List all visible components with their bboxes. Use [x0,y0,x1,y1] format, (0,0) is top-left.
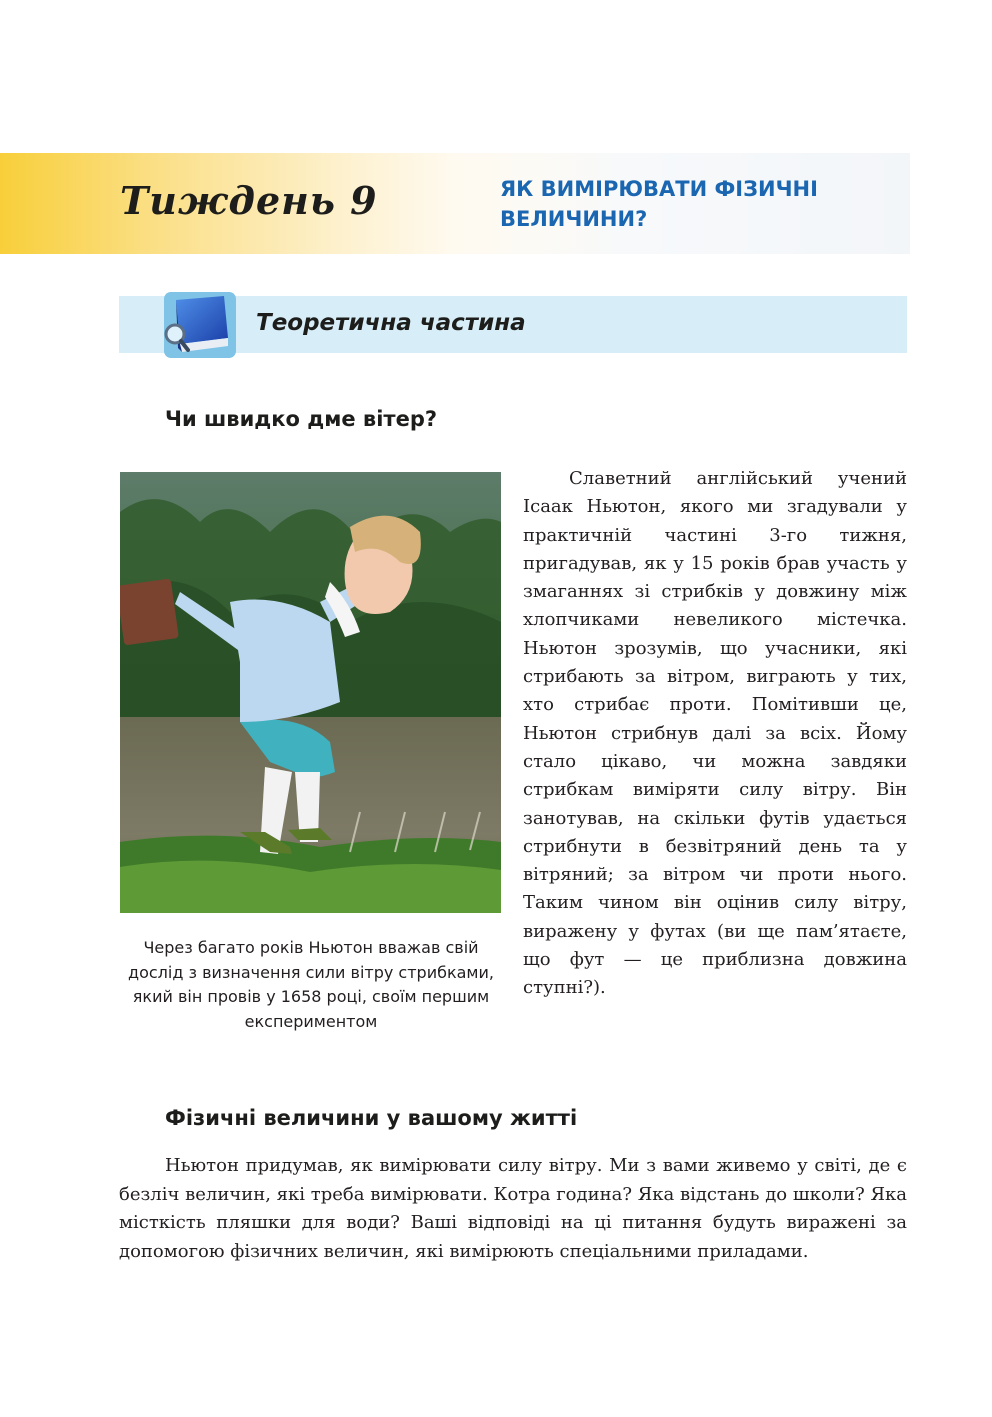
book-magnifier-icon [162,290,238,360]
newton-story-paragraph: Славетний англійський учений Ісаак Ньютон, якого ми згадували у практичній частині 3-го тижня, пригадував, як у 15 років брав участь у змаганнях зі стрибків у довжину між хлопчиками невеликого містечка. Ньютон зрозумів, що учасники, які стрибають за вітром, виграють у тих, хто стрибає проти. Помітивши це, Ньютон стрибнув далі за всіх. Йому стало цікаво, чи можна завдяки стрибкам виміряти силу вітру. Він занотував, на скільки футів удається стрибнути в безвітряний день та у вітряний; за вітром чи проти нього. Таким чином він оцінив силу вітру, виражену у футах (ви ще пам’ятаєте, що фут — це приблизна довжина ступні?). [523,468,907,999]
subsection-heading-quantities: Фізичні величини у вашому житті [165,1106,578,1130]
quantities-paragraph: Ньютон придумав, як вимірювати силу вітру. Ми з вами живемо у світі, де є безліч величин, які треба вимірювати. Котра година? Яка відстань до школи? Яка місткість пляшки для води? Ваші відповіді на ці питання будуть виражені за допомогою фізичних величин, які вимірюють спеціальними приладами. [119,1155,907,1262]
newton-jumping-illustration [120,472,501,913]
section-title: Теоретична частина [256,310,526,336]
week-title: Тиждень 9 [120,178,378,223]
subsection-heading-wind: Чи швидко дме вітер? [165,407,438,431]
chapter-title: ЯК ВИМІРЮВАТИ ФІЗИЧНІ ВЕЛИЧИНИ? [500,177,818,231]
figure-caption: Через багато років Ньютон вважав свій дослід з визначення сили вітру стрибками, який він провів у 1658 році, своїм першим експериментом [128,938,494,1031]
